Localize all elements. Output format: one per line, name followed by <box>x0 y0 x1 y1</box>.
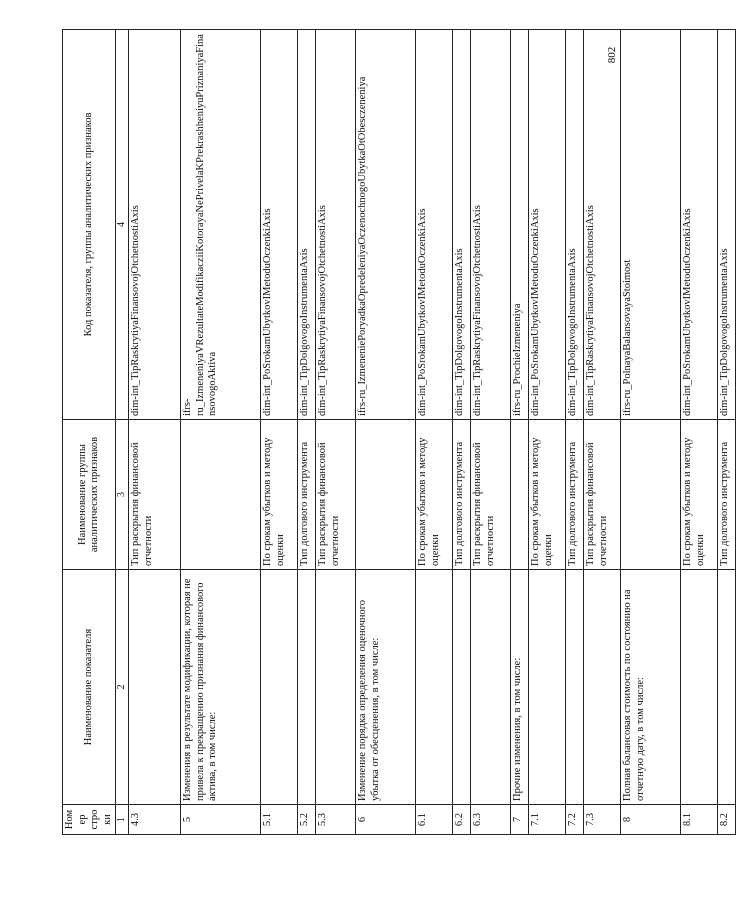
indicator-name <box>316 570 356 805</box>
table-row <box>316 30 356 835</box>
group-name: Тип раскрытия финансовой отчетности <box>316 420 356 570</box>
table-row <box>718 30 736 835</box>
table-row <box>298 30 316 835</box>
table-row <box>511 30 529 835</box>
indicator-name <box>681 570 718 805</box>
indicator-name <box>718 570 736 805</box>
table-row <box>529 30 566 835</box>
indicator-code: dim-int_TipDolgovogoInstrumentaAxis <box>566 30 584 420</box>
row-number: 4.3 <box>129 805 181 835</box>
column-number: 1 <box>116 805 129 835</box>
indicator-code: dim-int_PoSrokamUbytkovIMetoduOczenkiAxis <box>529 30 566 420</box>
indicator-name: Изменение порядка определения оценочного убытка от обесценения, в том числе: <box>356 570 416 805</box>
row-number: 7.1 <box>529 805 566 835</box>
group-name <box>511 420 529 570</box>
indicator-name <box>261 570 298 805</box>
row-number: 6.2 <box>453 805 471 835</box>
indicator-table <box>62 29 736 835</box>
indicator-code: dim-int_TipDolgovogoInstrumentaAxis <box>718 30 736 420</box>
table-row <box>566 30 584 835</box>
group-name: Тип раскрытия финансовой отчетности <box>471 420 511 570</box>
indicator-code: dim-int_TipDolgovogoInstrumentaAxis <box>298 30 316 420</box>
indicator-code: dim-int_TipRaskrytiyaFinansovojOtchetnostiAxis <box>584 30 621 420</box>
header-row-number: Номер строки <box>63 805 116 835</box>
table-row <box>416 30 453 835</box>
table-body <box>129 30 736 835</box>
indicator-name <box>416 570 453 805</box>
indicator-name <box>453 570 471 805</box>
indicator-name <box>129 570 181 805</box>
row-number: 5.1 <box>261 805 298 835</box>
group-name: Тип раскрытия финансовой отчетности <box>584 420 621 570</box>
page-number: 802 <box>606 46 618 64</box>
table-row <box>129 30 181 835</box>
group-name: Тип долгового инструмента <box>453 420 471 570</box>
group-name: Тип долгового инструмента <box>298 420 316 570</box>
table-row <box>471 30 511 835</box>
row-number: 5.3 <box>316 805 356 835</box>
indicator-code: ifrs-ru_ProchieIzmeneniya <box>511 30 529 420</box>
indicator-code: dim-int_TipDolgovogoInstrumentaAxis <box>453 30 471 420</box>
row-number: 5 <box>181 805 261 835</box>
header-code: Код показателя, группы аналитических признаков <box>63 30 116 420</box>
row-number: 7 <box>511 805 529 835</box>
row-number: 8.2 <box>718 805 736 835</box>
group-name: По срокам убытков и методу оценки <box>416 420 453 570</box>
indicator-code: dim-int_TipRaskrytiyaFinansovojOtchetnostiAxis <box>129 30 181 420</box>
header-indicator-name: Наименование показателя <box>63 570 116 805</box>
table-row <box>584 30 621 835</box>
indicator-name <box>298 570 316 805</box>
table-row <box>181 30 261 835</box>
table-header-row <box>63 30 116 835</box>
indicator-name: Изменения в результате модификации, которая не привела к прекращению признания финансового актива, в том числе: <box>181 570 261 805</box>
indicator-name <box>584 570 621 805</box>
indicator-name <box>471 570 511 805</box>
indicator-name <box>566 570 584 805</box>
table-row <box>681 30 718 835</box>
column-number-row <box>116 30 129 835</box>
group-name: Тип раскрытия финансовой отчетности <box>129 420 181 570</box>
row-number: 5.2 <box>298 805 316 835</box>
indicator-code: dim-int_PoSrokamUbytkovIMetoduOczenkiAxis <box>261 30 298 420</box>
column-number: 2 <box>116 570 129 805</box>
group-name <box>181 420 261 570</box>
row-number: 8.1 <box>681 805 718 835</box>
group-name <box>621 420 681 570</box>
row-number: 7.2 <box>566 805 584 835</box>
row-number: 6.3 <box>471 805 511 835</box>
indicator-code: dim-int_TipRaskrytiyaFinansovojOtchetnostiAxis <box>316 30 356 420</box>
indicator-code: ifrs-ru_IzmeneniePoryadkaOpredeleniyaOczenochnogoUbytkaOtObesczeneniya <box>356 30 416 420</box>
row-number: 8 <box>621 805 681 835</box>
indicator-code: dim-int_PoSrokamUbytkovIMetoduOczenkiAxis <box>681 30 718 420</box>
group-name: Тип долгового инструмента <box>566 420 584 570</box>
indicator-code: dim-int_PoSrokamUbytkovIMetoduOczenkiAxis <box>416 30 453 420</box>
row-number: 6.1 <box>416 805 453 835</box>
table-row <box>261 30 298 835</box>
indicator-code: ifrs-ru_PolnayaBalansovayaStoimost <box>621 30 681 420</box>
column-number: 3 <box>116 420 129 570</box>
group-name: По срокам убытков и методу оценки <box>681 420 718 570</box>
row-number: 7.3 <box>584 805 621 835</box>
indicator-code: dim-int_TipRaskrytiyaFinansovojOtchetnostiAxis <box>471 30 511 420</box>
group-name <box>356 420 416 570</box>
column-number: 4 <box>116 30 129 420</box>
table-row <box>453 30 471 835</box>
indicator-name <box>529 570 566 805</box>
table-row <box>621 30 681 835</box>
group-name: Тип долгового инструмента <box>718 420 736 570</box>
header-group-name: Наименование группы аналитических признаков <box>63 420 116 570</box>
group-name: По срокам убытков и методу оценки <box>529 420 566 570</box>
group-name: По срокам убытков и методу оценки <box>261 420 298 570</box>
row-number: 6 <box>356 805 416 835</box>
indicator-name: Полная балансовая стоимость по состоянию на отчетную дату, в том числе: <box>621 570 681 805</box>
indicator-name: Прочие изменения, в том числе: <box>511 570 529 805</box>
table-row <box>356 30 416 835</box>
indicator-code: ifrs-ru_IzmeneniyaVRezultateModifikacziiKotorayaNePrivelaKPrekrashheniyuPriznaniyaFinansovogoAktiva <box>181 30 261 420</box>
